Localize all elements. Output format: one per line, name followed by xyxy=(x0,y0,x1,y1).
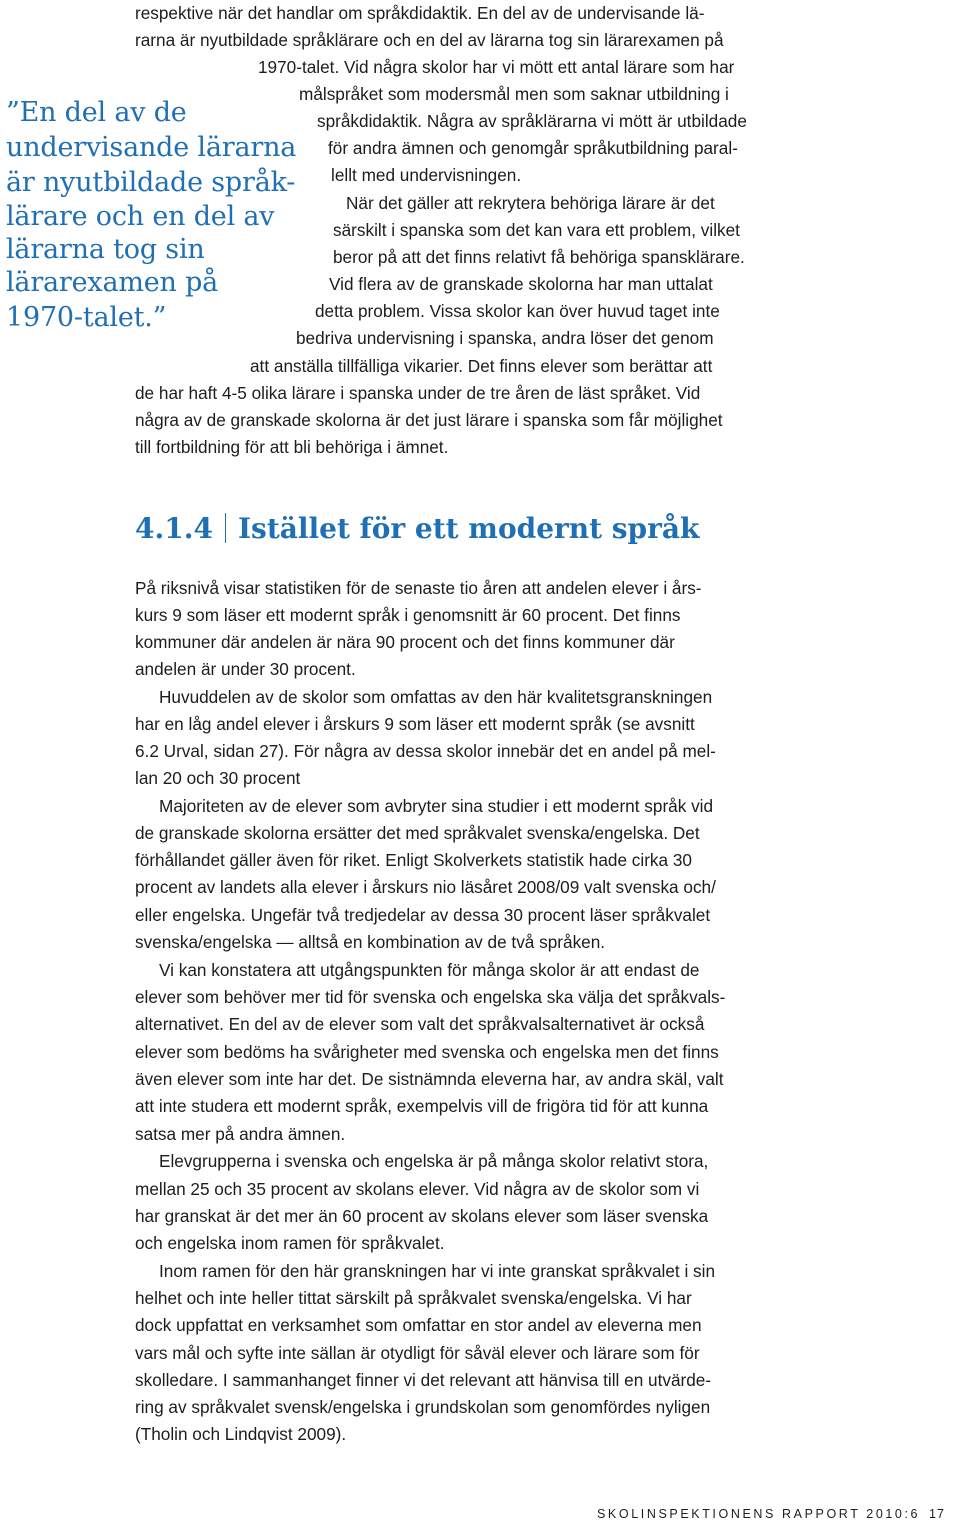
body-line: Vid flera av de granskade skolorna har man uttalat xyxy=(329,274,713,294)
body-line: alternativet. En del av de elever som valt det språkvalsalternativet är också xyxy=(135,1014,705,1034)
body-line: satsa mer på andra ämnen. xyxy=(135,1124,346,1144)
pull-quote-line: 1970-talet.” xyxy=(6,302,167,333)
body-line: helhet och inte heller tittat särskilt på språkvalet svenska/engelska. Vi har xyxy=(135,1288,692,1308)
body-line: respektive när det handlar om språkdidaktik. En del av de undervisande lä- xyxy=(135,3,705,23)
body-line: mellan 25 och 35 procent av skolans elever. Vid några av de skolor som vi xyxy=(135,1179,700,1199)
body-line: Majoriteten av de elever som avbryter sina studier i ett modernt språk vid xyxy=(159,796,714,816)
body-line: På riksnivå visar statistiken för de senaste tio åren att andelen elever i års- xyxy=(135,578,702,598)
body-line: svenska/engelska — alltså en kombination av de två språken. xyxy=(135,932,606,952)
heading-divider xyxy=(225,513,226,543)
body-line: Inom ramen för den här granskningen har vi inte granskat språkvalet i sin xyxy=(159,1261,716,1281)
body-line: för andra ämnen och genomgår språkutbildning paral- xyxy=(328,138,738,158)
body-line: 1970-talet. Vid några skolor har vi mött ett antal lärare som har xyxy=(258,57,735,77)
body-line: procent av landets alla elever i årskurs nio läsåret 2008/09 valt svenska och/ xyxy=(135,877,716,897)
body-line: Vi kan konstatera att utgångspunkten för många skolor är att endast de xyxy=(159,960,700,980)
pull-quote-line: undervisande lärarna xyxy=(6,132,297,163)
pull-quote-line: lärarna tog sin xyxy=(6,234,205,265)
section-number: 4.1.4 xyxy=(135,512,213,545)
body-line: Huvuddelen av de skolor som omfattas av den här kvalitetsgranskningen xyxy=(159,687,713,707)
body-line: Elevgrupperna i svenska och engelska är på många skolor relativt stora, xyxy=(159,1151,709,1171)
body-line: vars mål och syfte inte sällan är otydligt för såväl elever och lärare som för xyxy=(135,1343,700,1363)
body-line: skolledare. I sammanhanget finner vi det relevant att hänvisa till en utvärde- xyxy=(135,1370,712,1390)
body-line: eller engelska. Ungefär två tredjedelar av dessa 30 procent läser språkvalet xyxy=(135,905,711,925)
body-line: har en låg andel elever i årskurs 9 som läser ett modernt språk (se avsnitt xyxy=(135,714,695,734)
body-line: detta problem. Vissa skolor kan över huvud taget inte xyxy=(315,301,720,321)
section-title: Istället för ett modernt språk xyxy=(237,512,700,545)
page-number: 17 xyxy=(929,1507,945,1521)
body-line: ring av språkvalet svensk/engelska i grundskolan som genomfördes nyligen xyxy=(135,1397,711,1417)
body-line: de granskade skolorna ersätter det med språkvalet svenska/engelska. Det xyxy=(135,823,700,843)
body-line: lan 20 och 30 procent xyxy=(135,768,301,788)
footer-publication: SKOLINSPEKTIONENS RAPPORT 2010:6 xyxy=(597,1507,921,1521)
pull-quote-line: är nyutbildade språk- xyxy=(6,167,296,198)
body-line: särskilt i spanska som det kan vara ett problem, vilket xyxy=(333,220,740,240)
body-line: (Tholin och Lindqvist 2009). xyxy=(135,1424,347,1444)
body-line: målspråket som modersmål men som saknar utbildning i xyxy=(299,84,729,104)
pull-quote-line: lärarexamen på xyxy=(6,267,219,298)
body-line: förhållandet gäller även för riket. Enligt Skolverkets statistik hade cirka 30 xyxy=(135,850,692,870)
body-line: elever som behöver mer tid för svenska och engelska ska välja det språkvals- xyxy=(135,987,726,1007)
body-line: även elever som inte har det. De sistnämnda eleverna har, av andra skäl, valt xyxy=(135,1069,724,1089)
body-line: lellt med undervisningen. xyxy=(331,165,522,185)
body-line: de har haft 4-5 olika lärare i spanska under de tre åren de läst språket. Vid xyxy=(135,383,701,403)
pull-quote-line: ”En del av de xyxy=(6,97,187,128)
pull-quote-line: lärare och en del av xyxy=(6,201,275,232)
body-line: kurs 9 som läser ett modernt språk i genomsnitt är 60 procent. Det finns xyxy=(135,605,681,625)
body-line: har granskat är det mer än 60 procent av skolans elever som läser svenska xyxy=(135,1206,709,1226)
body-line: bedriva undervisning i spanska, andra löser det genom xyxy=(296,328,714,348)
body-line: och engelska inom ramen för språkvalet. xyxy=(135,1233,445,1253)
body-line: språkdidaktik. Några av språklärarna vi mött är utbildade xyxy=(317,111,747,131)
body-line: När det gäller att rekrytera behöriga lärare är det xyxy=(346,193,715,213)
body-line: att anställa tillfälliga vikarier. Det finns elever som berättar att xyxy=(250,356,713,376)
body-line: 6.2 Urval, sidan 27). För några av dessa skolor innebär det en andel på mel- xyxy=(135,741,716,761)
body-line: dock uppfattat en verksamhet som omfattar en stor andel av eleverna men xyxy=(135,1315,702,1335)
body-line: elever som bedöms ha svårigheter med svenska och engelska men det finns xyxy=(135,1042,719,1062)
body-line: att inte studera ett modernt språk, exempelvis vill de frigöra tid för att kunna xyxy=(135,1096,709,1116)
body-line: kommuner där andelen är nära 90 procent och det finns kommuner där xyxy=(135,632,675,652)
body-line: till fortbildning för att bli behöriga i ämnet. xyxy=(135,437,449,457)
section-heading xyxy=(135,510,699,548)
body-line: andelen är under 30 procent. xyxy=(135,659,356,679)
body-line: rarna är nyutbildade språklärare och en del av lärarna tog sin lärarexamen på xyxy=(135,30,724,50)
body-line: beror på att det finns relativt få behöriga spansklärare. xyxy=(333,247,745,267)
body-line: några av de granskade skolorna är det just lärare i spanska som får möjlighet xyxy=(135,410,723,430)
